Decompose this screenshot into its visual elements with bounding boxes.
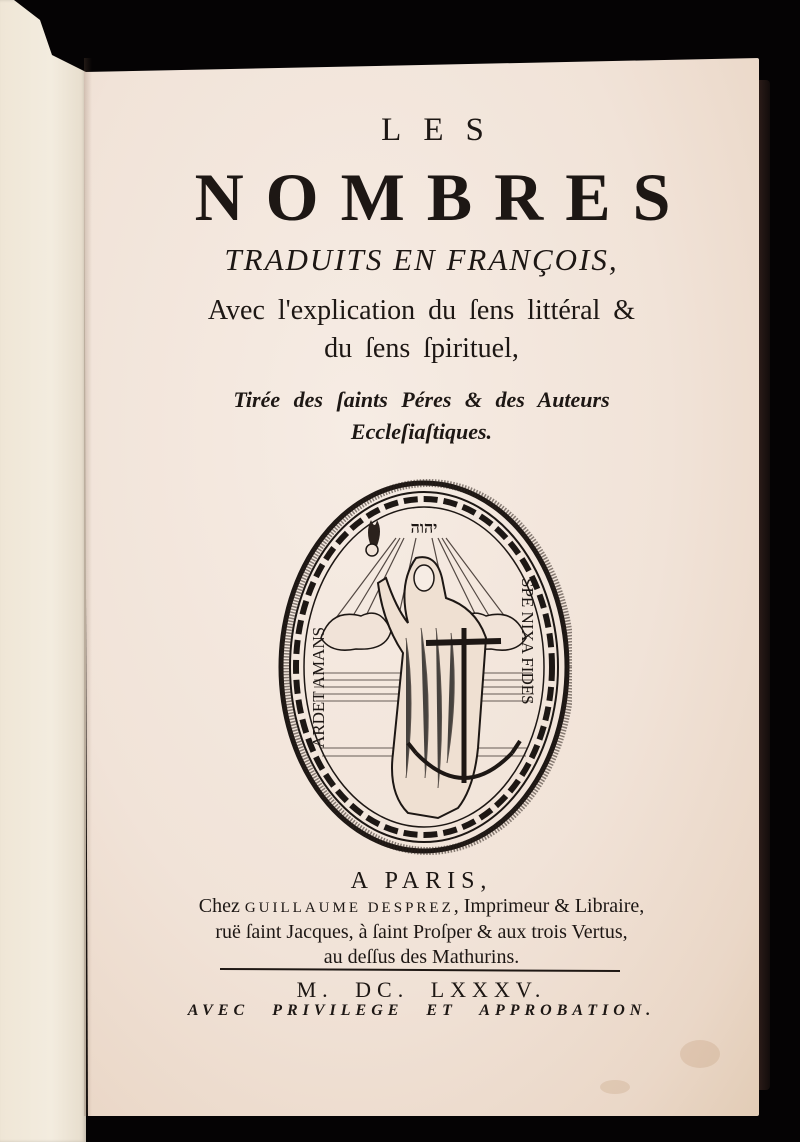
imprint-printer	[84, 895, 759, 918]
left-page-flap	[0, 0, 86, 1142]
title-les: LES	[381, 112, 506, 148]
emblem-left-motto: ARDET AMANS	[309, 626, 328, 748]
imprint-printer-role: , Imprimeur & Libraire,	[453, 895, 645, 917]
imprint-printer-name: GUILLAUME DESPREZ	[244, 900, 454, 916]
imprint-address-1: ruë ſaint Jacques, à ſaint Proſper & aux trois Vertus,	[215, 921, 628, 943]
subtitle-explication-line-2: du ſens ſpirituel,	[324, 333, 519, 364]
emblem-right-motto: SPE NIXA FIDES	[518, 578, 537, 705]
emblem-illustration	[276, 478, 572, 856]
publication-year: M. DC. LXXXV.	[296, 977, 547, 1002]
subtitle-traduits: TRADUITS EN FRANÇOIS,	[224, 242, 619, 277]
foxing-stain	[600, 1080, 630, 1094]
woodcut-emblem	[276, 478, 572, 856]
imprint-address-2: au deſſus des Mathurins.	[323, 946, 520, 968]
foxing-stain	[680, 1040, 720, 1068]
subtitle-tiree: Tirée des ſaints Péres & des Auteurs	[233, 387, 610, 412]
emblem-top-inscription: יהוה	[410, 518, 438, 537]
subtitle-ecclesiastiques: Eccleſiaſtiques.	[350, 419, 493, 444]
privilege-line: AVEC PRIVILEGE ET APPROBATION.	[187, 1002, 656, 1019]
imprint-chez: Chez	[198, 895, 240, 917]
subtitle-explication-line-1: Avec l'explication du ſens littéral &	[207, 295, 636, 326]
imprint-city: A PARIS,	[350, 868, 493, 894]
title-nombres: NOMBRES	[194, 159, 693, 235]
